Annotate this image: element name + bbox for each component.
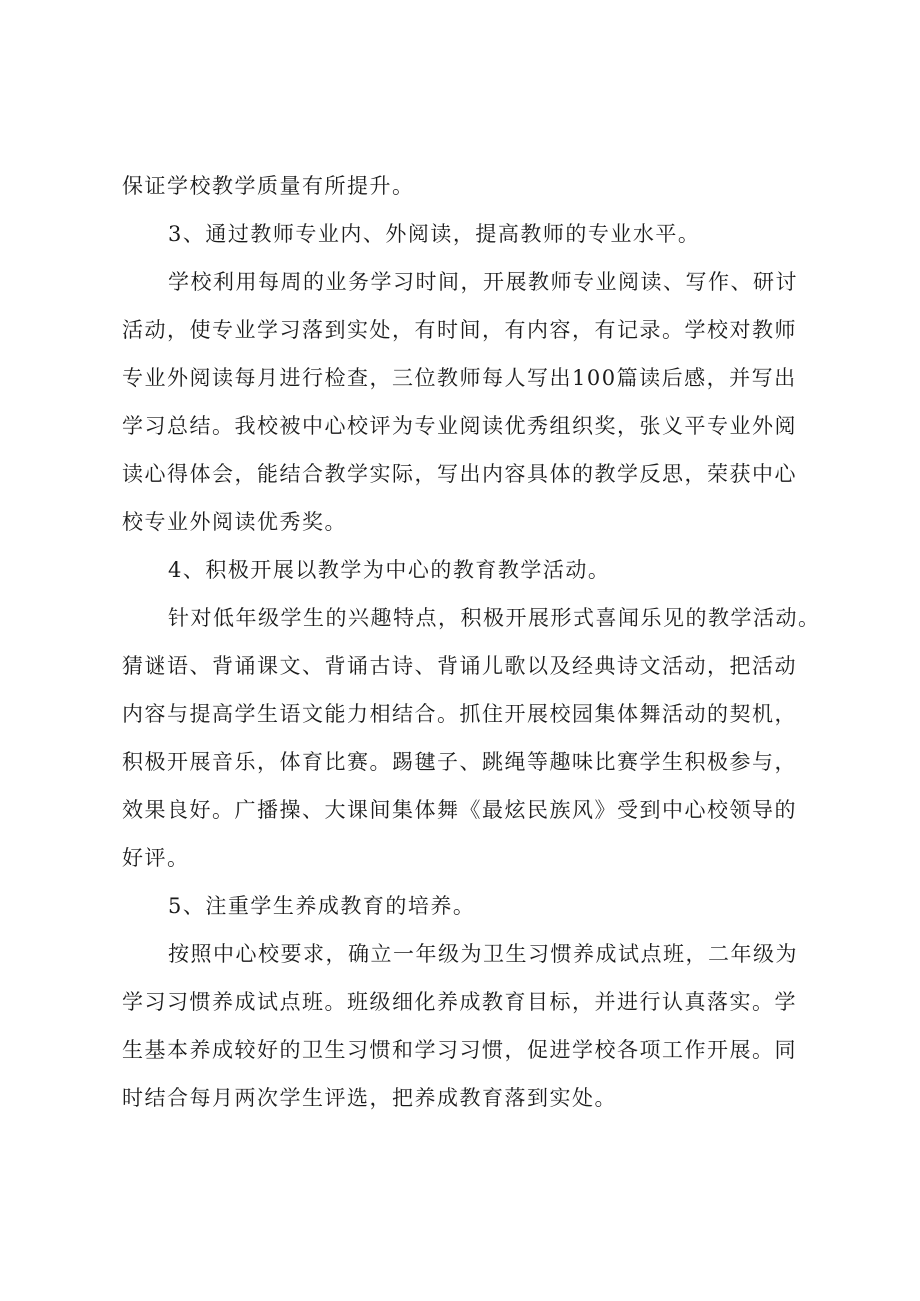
text-line: 时结合每月两次学生评选，把养成教育落到实处。 <box>122 1086 617 1110</box>
text-line: 保证学校教学质量有所提升。 <box>122 174 415 198</box>
text-line: 积极开展音乐，体育比赛。踢毽子、跳绳等趣味比赛学生积极参与， <box>122 750 797 774</box>
text-line: 读心得体会，能结合教学实际，写出内容具体的教学反思，荣获中心 <box>122 462 797 486</box>
text-line: 活动，使专业学习落到实处，有时间，有内容，有记录。学校对教师 <box>122 318 797 342</box>
text-line: 内容与提高学生语文能力相结合。抓住开展校园集体舞活动的契机， <box>122 702 797 726</box>
text-line: 好评。 <box>122 846 190 870</box>
section-heading-3: 3、通过教师专业内、外阅读，提高教师的专业水平。 <box>168 222 701 246</box>
text-line: 效果良好。广播操、大课间集体舞《最炫民族风》受到中心校领导的 <box>122 798 797 822</box>
text-line: 学习总结。我校被中心校评为专业阅读优秀组织奖，张义平专业外阅 <box>122 414 797 438</box>
section-heading-4: 4、积极开展以教学为中心的教育教学活动。 <box>168 558 611 582</box>
text-line: 学习习惯养成试点班。班级细化养成教育目标，并进行认真落实。学 <box>122 990 797 1014</box>
text-line: 学校利用每周的业务学习时间，开展教师专业阅读、写作、研讨 <box>168 270 798 294</box>
text-line: 猜谜语、背诵课文、背诵古诗、背诵儿歌以及经典诗文活动，把活动 <box>122 654 797 678</box>
document-body <box>122 162 824 1122</box>
section-heading-5: 5、注重学生养成教育的培养。 <box>168 894 476 918</box>
text-line: 按照中心校要求，确立一年级为卫生习惯养成试点班，二年级为 <box>168 942 798 966</box>
text-line: 生基本养成较好的卫生习惯和学习习惯，促进学校各项工作开展。同 <box>122 1038 797 1062</box>
text-line: 校专业外阅读优秀奖。 <box>122 510 347 534</box>
text-line: 专业外阅读每月进行检查，三位教师每人写出100篇读后感，并写出 <box>122 366 797 390</box>
text-line: 针对低年级学生的兴趣特点，积极开展形式喜闻乐见的教学活动。 <box>168 606 821 630</box>
